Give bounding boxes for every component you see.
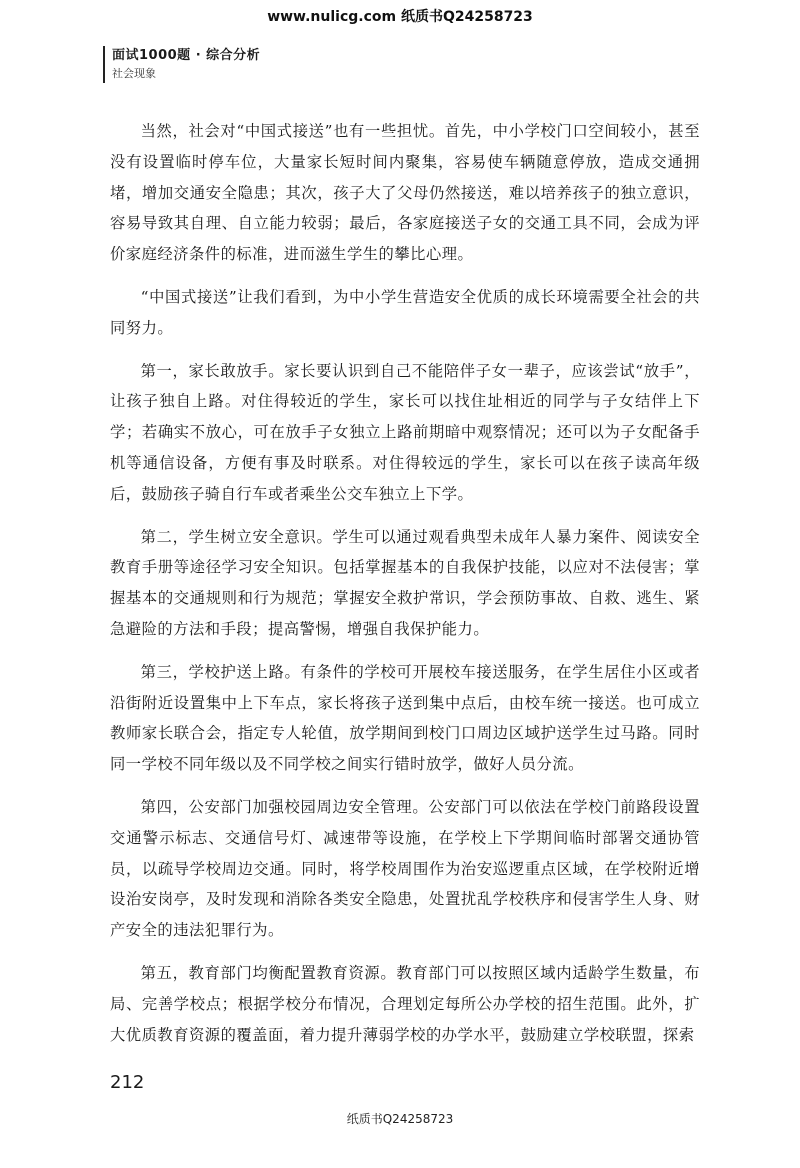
paragraph: 当然，社会对“中国式接送”也有一些担忧。首先，中小学校门口空间较小，甚至没有设置临时停车位，大量家长短时间内聚集，容易使车辆随意停放，造成交通拥堵，增加交通安全隐患；其次，孩子大了父母仍然接送，难以培养孩子的独立意识，容易导致其自理、自立能力较弱；最后，各家庭接送子女的交通工具不同，会成为评价家庭经济条件的标准，进而滋生学生的攀比心理。: [110, 122, 700, 264]
paragraph: 第一，家长敢放手。家长要认识到自己不能陪伴子女一辈子，应该尝试“放手”，让孩子独自上路。对住得较近的学生，家长可以找住址相近的同学与子女结伴上下学；若确实不放心，可在放手子女独立上路前期暗中观察情况；还可以为子女配备手机等通信设备，方便有事及时联系。对住得较远的学生，家长可以在孩子读高年级后，鼓励孩子骑自行车或者乘坐公交车独立上下学。: [110, 361, 700, 503]
paragraph: 第五，教育部门均衡配置教育资源。教育部门可以按照区域内适龄学生数量，布局、完善学校点；根据学校分布情况，合理划定每所公办学校的招生范围。此外，扩大优质教育资源的覆盖面，着力提升薄弱学校的办学水平，鼓励建立学校联盟，探索: [110, 963, 700, 1044]
running-header: [103, 46, 260, 83]
paragraph: 第二，学生树立安全意识。学生可以通过观看典型未成年人暴力案件、阅读安全教育手册等途径学习安全知识。包括掌握基本的自我保护技能，以应对不法侵害；掌握基本的交通规则和行为规范；掌握安全救护常识，学会预防事故、自救、逃生、紧急避险的方法和手段；提高警惕，增强自我保护能力。: [110, 527, 700, 638]
watermark-top: www.nulicg.com 纸质书Q24258723: [267, 9, 533, 25]
book-series-title: 面试1000题 · 综合分析: [112, 48, 261, 63]
paragraph: 第三，学校护送上路。有条件的学校可开展校车接送服务，在学生居住小区或者沿街附近设置集中上下车点，家长将孩子送到集中点后，由校车统一接送。也可成立教师家长联合会，指定专人轮值，放学期间到校门口周边区域护送学生过马路。同时同一学校不同年级以及不同学校之间实行错时放学，做好人员分流。: [110, 662, 700, 774]
watermark-bottom: 纸质书Q24258723: [346, 1112, 454, 1126]
body-text: [110, 116, 700, 1062]
section-title: 社会现象: [112, 67, 156, 80]
page-number: 212: [110, 1072, 145, 1093]
paragraph: “中国式接送”让我们看到，为中小学生营造安全优质的成长环境需要全社会的共同努力。: [110, 287, 700, 337]
paragraph: 第四，公安部门加强校园周边安全管理。公安部门可以依法在学校门前路段设置交通警示标志、交通信号灯、减速带等设施，在学校上下学期间临时部署交通协管员，以疏导学校周边交通。同时，将学校周围作为治安巡逻重点区域，在学校附近增设治安岗亭，及时发现和消除各类安全隐患，处置扰乱学校秩序和侵害学生人身、财产安全的违法犯罪行为。: [110, 797, 700, 940]
